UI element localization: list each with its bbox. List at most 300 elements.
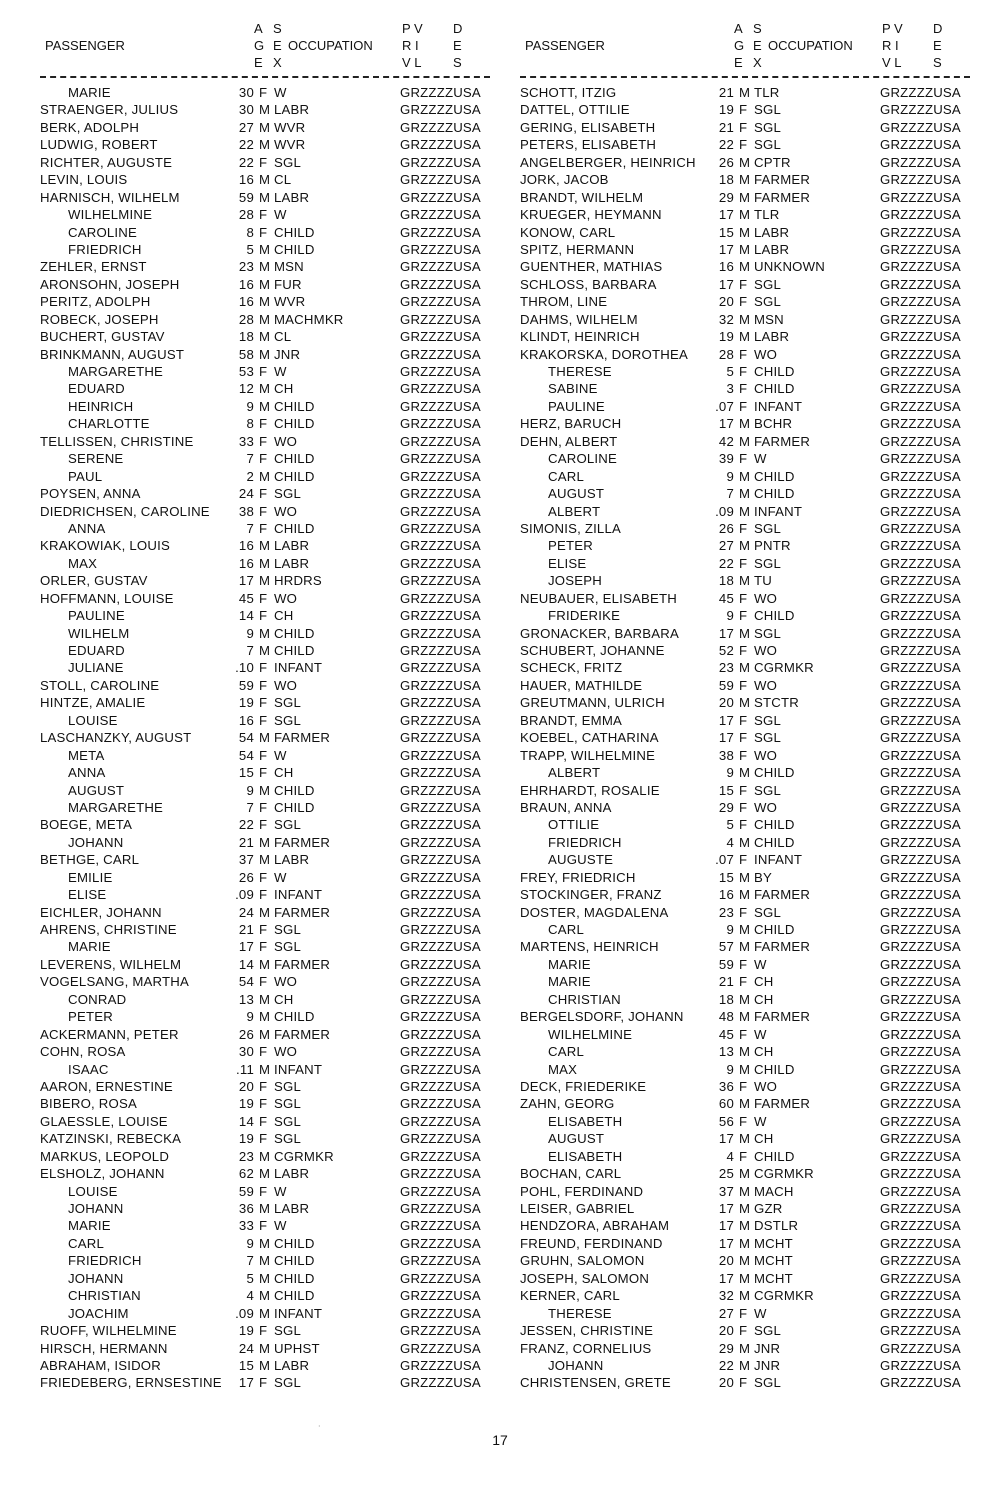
table-row (520, 276, 970, 293)
d-header: D E S (933, 21, 943, 70)
passenger-sex: M (259, 1061, 271, 1077)
table-row (40, 973, 490, 990)
table-row (520, 1078, 970, 1095)
passenger-name: GRUHN, SALOMON (520, 1253, 645, 1269)
table-row (520, 782, 970, 799)
passenger-sex: M (259, 468, 271, 484)
passenger-age: 17 (718, 730, 734, 746)
table-row (520, 973, 970, 990)
passenger-pv-des: GRZZZZUSA (880, 451, 961, 467)
passenger-name: NEUBAUER, ELISABETH (520, 590, 677, 606)
passenger-age: 18 (718, 991, 734, 1007)
passenger-occupation: WVR (274, 294, 306, 310)
passenger-pv-des: GRZZZZUSA (400, 956, 481, 972)
passenger-pv-des: GRZZZZUSA (400, 643, 481, 658)
passenger-sex: M (259, 294, 271, 310)
passenger-sex: F (259, 765, 268, 781)
passenger-name: ORLER, GUSTAV (40, 573, 148, 589)
passenger-pv-des: GRZZZZUSA (880, 276, 961, 292)
passenger-sex: M (259, 573, 271, 589)
passenger-sex: M (739, 1166, 751, 1182)
passenger-age: 21 (718, 85, 734, 100)
passenger-sex: F (739, 346, 748, 362)
passenger-name: AUGUST (68, 782, 125, 798)
passenger-name: ISAAC (68, 1061, 109, 1077)
table-row (520, 729, 970, 746)
passenger-age: 22 (238, 137, 254, 153)
table-row (520, 119, 970, 136)
passenger-occupation: SGL (754, 730, 781, 746)
passenger-age: 36 (238, 1201, 254, 1216)
passenger-sex: M (259, 398, 271, 414)
passenger-list-right (520, 84, 970, 1392)
passenger-pv-des: GRZZZZUSA (400, 555, 481, 571)
passenger-sex: F (739, 643, 748, 658)
header-rule (40, 76, 490, 78)
table-row (40, 485, 490, 502)
passenger-pv-des: GRZZZZUSA (400, 137, 481, 153)
table-row (520, 1165, 970, 1182)
table-row (40, 1305, 490, 1322)
passenger-sex: F (259, 817, 268, 833)
passenger-age: 9 (246, 1235, 254, 1251)
passenger-pv-des: GRZZZZUSA (880, 1375, 961, 1391)
passenger-name: BRAUN, ANNA (520, 799, 612, 815)
passenger-pv-des: GRZZZZUSA (400, 782, 481, 798)
page-number: 17 (492, 1432, 508, 1448)
table-row (40, 189, 490, 206)
passenger-name: AUGUST (548, 486, 605, 502)
passenger-occupation: JNR (754, 1340, 781, 1356)
passenger-pv-des: GRZZZZUSA (880, 1044, 961, 1060)
passenger-sex: F (259, 1323, 268, 1339)
passenger-sex: F (739, 119, 748, 135)
left-header (40, 20, 490, 72)
passenger-age: 3 (726, 381, 734, 397)
passenger-occupation: FARMER (754, 433, 811, 449)
passenger-occupation: SGL (754, 1323, 781, 1339)
passenger-occupation: CHILD (274, 1288, 315, 1304)
passenger-sex: M (739, 416, 751, 432)
passenger-pv-des: GRZZZZUSA (400, 154, 481, 170)
table-row (40, 1217, 490, 1234)
passenger-occupation: CHILD (274, 451, 315, 467)
passenger-name: FRIDERIKE (548, 608, 621, 624)
table-row (40, 84, 490, 101)
passenger-occupation: WO (754, 1078, 778, 1094)
passenger-pv-des: GRZZZZUSA (880, 939, 961, 955)
passenger-name: OTTILIE (548, 817, 600, 833)
passenger-pv-des: GRZZZZUSA (880, 224, 961, 240)
passenger-pv-des: GRZZZZUSA (880, 1096, 961, 1112)
passenger-name: MARKUS, LEOPOLD (40, 1148, 170, 1164)
passenger-occupation: MSN (274, 259, 304, 275)
passenger-age: 18 (718, 172, 734, 188)
table-row (520, 938, 970, 955)
passenger-occupation: SGL (274, 695, 301, 711)
table-row (520, 1043, 970, 1060)
passenger-sex: M (739, 1183, 751, 1199)
passenger-name: EDUARD (68, 381, 125, 397)
passenger-pv-des: GRZZZZUSA (880, 416, 961, 432)
table-row (40, 346, 490, 363)
table-row (520, 241, 970, 258)
d-header: D E S (453, 21, 463, 70)
passenger-name: GREUTMANN, ULRICH (520, 695, 665, 711)
passenger-occupation: CHILD (274, 1235, 315, 1251)
passenger-pv-des: GRZZZZUSA (880, 730, 961, 746)
passenger-occupation: MACHMKR (274, 311, 344, 327)
passenger-name: THERESE (548, 1305, 612, 1321)
passenger-pv-des: GRZZZZUSA (880, 468, 961, 484)
age-header: A G E (254, 21, 265, 70)
passenger-age: 21 (718, 974, 734, 990)
passenger-sex: M (739, 922, 751, 937)
passenger-age: .09 (235, 1305, 254, 1321)
passenger-age: .10 (235, 660, 254, 676)
passenger-name: LASCHANZKY, AUGUST (40, 730, 192, 746)
table-row (40, 380, 490, 397)
passenger-age: 7 (246, 799, 254, 815)
passenger-occupation: CHILD (754, 608, 795, 624)
table-row (520, 433, 970, 450)
passenger-name: HAUER, MATHILDE (520, 677, 643, 693)
passenger-name: SERENE (68, 451, 124, 467)
table-row (40, 694, 490, 711)
table-row (40, 503, 490, 520)
passenger-occupation: CH (274, 608, 294, 624)
passenger-age: 15 (718, 869, 734, 885)
table-row (520, 293, 970, 310)
passenger-pv-des: GRZZZZUSA (880, 85, 961, 100)
passenger-occupation: CGRMKR (754, 1166, 814, 1182)
passenger-age: 7 (246, 1253, 254, 1269)
passenger-age: 45 (238, 590, 254, 606)
passenger-pv-des: GRZZZZUSA (880, 1253, 961, 1269)
passenger-pv-des: GRZZZZUSA (400, 329, 481, 345)
passenger-pv-des: GRZZZZUSA (400, 608, 481, 624)
passenger-name: HARNISCH, WILHELM (40, 189, 180, 205)
passenger-sex: F (739, 608, 748, 624)
passenger-occupation: CHILD (754, 1148, 795, 1164)
passenger-pv-des: GRZZZZUSA (400, 1323, 481, 1339)
passenger-pv-des: GRZZZZUSA (880, 1288, 961, 1304)
table-row (40, 642, 490, 659)
passenger-pv-des: GRZZZZUSA (880, 520, 961, 536)
passenger-occupation: SGL (274, 922, 301, 937)
passenger-age: 7 (726, 486, 734, 502)
passenger-age: 17 (238, 573, 254, 589)
header-rule (520, 76, 970, 78)
passenger-age: 48 (718, 1009, 734, 1025)
passenger-pv-des: GRZZZZUSA (880, 1218, 961, 1234)
passenger-sex: M (259, 1288, 271, 1304)
passenger-sex: F (259, 922, 268, 937)
table-row (40, 1287, 490, 1304)
passenger-occupation: SGL (754, 119, 781, 135)
passenger-age: 16 (718, 887, 734, 903)
passenger-age: 19 (718, 102, 734, 118)
passenger-sex: F (259, 869, 268, 885)
passenger-pv-des: GRZZZZUSA (400, 799, 481, 815)
passenger-sex: M (259, 782, 271, 798)
passenger-name: FRANZ, CORNELIUS (520, 1340, 652, 1356)
passenger-age: 25 (718, 1166, 734, 1182)
passenger-pv-des: GRZZZZUSA (400, 1044, 481, 1060)
passenger-name: AUGUST (548, 1131, 605, 1147)
passenger-pv-des: GRZZZZUSA (880, 1113, 961, 1129)
passenger-name: ACKERMANN, PETER (40, 1026, 179, 1042)
passenger-sex: M (259, 329, 271, 345)
passenger-pv-des: GRZZZZUSA (400, 677, 481, 693)
left-column (40, 20, 490, 1392)
passenger-name: BIBERO, ROSA (40, 1096, 137, 1112)
passenger-pv-des: GRZZZZUSA (400, 276, 481, 292)
table-row (520, 799, 970, 816)
table-row (520, 311, 970, 328)
passenger-name: EDUARD (68, 643, 125, 658)
passenger-age: 37 (238, 852, 254, 868)
passenger-sex: F (259, 1375, 268, 1391)
passenger-age: 17 (718, 416, 734, 432)
passenger-occupation: LABR (274, 555, 310, 571)
passenger-pv-des: GRZZZZUSA (880, 1061, 961, 1077)
passenger-name: WILHELMINE (548, 1026, 633, 1042)
passenger-occupation: CHILD (274, 1253, 315, 1269)
passenger-pv-des: GRZZZZUSA (880, 1078, 961, 1094)
table-row (40, 1340, 490, 1357)
passenger-sex: M (739, 625, 751, 641)
passenger-age: 52 (718, 643, 734, 658)
passenger-occupation: CGRMKR (274, 1148, 334, 1164)
passenger-name: JORK, JACOB (520, 172, 609, 188)
passenger-age: 22 (238, 817, 254, 833)
passenger-occupation: W (274, 747, 287, 763)
passenger-age: 17 (718, 1218, 734, 1234)
passenger-sex: F (739, 1113, 748, 1129)
passenger-sex: F (739, 1375, 748, 1391)
table-row (520, 1305, 970, 1322)
passenger-pv-des: GRZZZZUSA (400, 416, 481, 432)
passenger-occupation: JNR (754, 1357, 781, 1373)
passenger-occupation: WVR (274, 119, 306, 135)
table-row (40, 764, 490, 781)
table-row (40, 119, 490, 136)
passenger-name: AUGUSTE (548, 852, 614, 868)
passenger-age: 2 (246, 468, 254, 484)
passenger-age: 21 (238, 834, 254, 850)
passenger-sex: M (739, 1096, 751, 1112)
passenger-sex: M (259, 1270, 271, 1286)
passenger-pv-des: GRZZZZUSA (400, 1096, 481, 1112)
passenger-occupation: LABR (274, 1357, 310, 1373)
passenger-sex: F (739, 799, 748, 815)
passenger-sex: F (259, 451, 268, 467)
passenger-occupation: WVR (274, 137, 306, 153)
passenger-age: 17 (238, 939, 254, 955)
passenger-occupation: WO (754, 677, 778, 693)
passenger-name: MARGARETHE (68, 364, 164, 379)
age-header: A G E (734, 21, 745, 70)
passenger-sex: M (739, 765, 751, 781)
passenger-occupation: MSN (754, 311, 784, 327)
table-row (520, 1183, 970, 1200)
passenger-pv-des: GRZZZZUSA (400, 85, 481, 100)
passenger-name: MAX (548, 1061, 578, 1077)
passenger-name: SPITZ, HERMANN (520, 241, 635, 257)
passenger-sex: F (259, 1218, 268, 1234)
passenger-occupation: FARMER (274, 1026, 331, 1042)
passenger-occupation: SGL (754, 137, 781, 153)
passenger-name: DEHN, ALBERT (520, 433, 618, 449)
passenger-age: .09 (235, 887, 254, 903)
passenger-name: JOHANN (68, 1270, 124, 1286)
table-row (520, 328, 970, 345)
passenger-sex: M (739, 311, 751, 327)
passenger-header: PASSENGER (525, 38, 605, 53)
passenger-pv-des: GRZZZZUSA (400, 1078, 481, 1094)
table-row (40, 293, 490, 310)
passenger-occupation: CHILD (754, 486, 795, 502)
passenger-occupation: SGL (754, 102, 781, 118)
passenger-pv-des: GRZZZZUSA (880, 1148, 961, 1164)
passenger-sex: M (259, 1340, 271, 1356)
passenger-age: 62 (238, 1166, 254, 1182)
passenger-sex: F (259, 503, 268, 519)
passenger-sex: M (739, 1270, 751, 1286)
passenger-age: 9 (726, 608, 734, 624)
passenger-sex: F (739, 974, 748, 990)
passenger-age: 4 (726, 1148, 734, 1164)
table-row (520, 154, 970, 171)
table-row (520, 468, 970, 485)
passenger-name: FRIEDRICH (548, 834, 622, 850)
passenger-pv-des: GRZZZZUSA (880, 1270, 961, 1286)
table-row (520, 520, 970, 537)
passenger-sex: F (739, 852, 748, 868)
passenger-occupation: W (754, 956, 767, 972)
table-row (520, 1095, 970, 1112)
passenger-name: CHRISTENSEN, GRETE (520, 1375, 671, 1391)
passenger-name: WILHELM (68, 625, 130, 641)
passenger-sex: M (259, 625, 271, 641)
passenger-pv-des: GRZZZZUSA (880, 817, 961, 833)
passenger-age: 17 (718, 625, 734, 641)
passenger-age: 24 (238, 904, 254, 920)
passenger-occupation: W (274, 85, 287, 100)
passenger-sex: F (259, 85, 268, 100)
table-row (520, 363, 970, 380)
passenger-name: ELISABETH (548, 1148, 623, 1164)
passenger-sex: M (739, 939, 751, 955)
passenger-name: KRAKORSKA, DOROTHEA (520, 346, 688, 362)
passenger-age: 39 (718, 451, 734, 467)
passenger-occupation: WO (754, 643, 778, 658)
passenger-occupation: MCHT (754, 1235, 793, 1251)
passenger-age: 17 (718, 712, 734, 728)
passenger-age: 17 (718, 1201, 734, 1216)
passenger-name: GUENTHER, MATHIAS (520, 259, 663, 275)
table-row (520, 659, 970, 676)
passenger-pv-des: GRZZZZUSA (880, 172, 961, 188)
passenger-sex: M (259, 730, 271, 746)
table-row (40, 1061, 490, 1078)
passenger-age: 9 (726, 1061, 734, 1077)
passenger-pv-des: GRZZZZUSA (400, 119, 481, 135)
passenger-name: PERITZ, ADOLPH (40, 294, 151, 310)
passenger-name: SIMONIS, ZILLA (520, 520, 621, 536)
table-row (40, 520, 490, 537)
passenger-pv-des: GRZZZZUSA (880, 207, 961, 223)
passenger-sex: M (739, 224, 751, 240)
table-row (520, 1287, 970, 1304)
passenger-name: MARIE (68, 939, 111, 955)
table-row (520, 625, 970, 642)
passenger-name: EMILIE (68, 869, 113, 885)
table-row (520, 258, 970, 275)
passenger-name: TELLISSEN, CHRISTINE (40, 433, 194, 449)
passenger-name: JOSEPH, SALOMON (520, 1270, 650, 1286)
passenger-occupation: TLR (754, 207, 780, 223)
passenger-pv-des: GRZZZZUSA (880, 922, 961, 937)
passenger-occupation: CHILD (754, 1061, 795, 1077)
passenger-occupation: CHILD (274, 520, 315, 536)
passenger-age: 26 (238, 869, 254, 885)
passenger-age: 19 (238, 1323, 254, 1339)
passenger-name: STRAENGER, JULIUS (40, 102, 179, 118)
passenger-sex: F (259, 1113, 268, 1129)
passenger-pv-des: GRZZZZUSA (880, 538, 961, 554)
table-row (40, 991, 490, 1008)
table-row (520, 1252, 970, 1269)
sex-header: S E X (273, 21, 282, 70)
passenger-age: 17 (718, 1270, 734, 1286)
passenger-name: CARL (548, 468, 584, 484)
passenger-sex: M (259, 381, 271, 397)
passenger-pv-des: GRZZZZUSA (400, 1375, 481, 1391)
passenger-pv-des: GRZZZZUSA (880, 590, 961, 606)
passenger-occupation: SGL (274, 939, 301, 955)
passenger-occupation: WO (754, 799, 778, 815)
passenger-occupation: WO (754, 747, 778, 763)
table-row (520, 816, 970, 833)
passenger-age: 42 (718, 433, 734, 449)
passenger-pv-des: GRZZZZUSA (400, 294, 481, 310)
passenger-pv-des: GRZZZZUSA (400, 904, 481, 920)
passenger-sex: F (259, 1131, 268, 1147)
passenger-sex: F (739, 520, 748, 536)
passenger-list-left (40, 84, 490, 1392)
table-row (520, 904, 970, 921)
passenger-name: LEVIN, LOUIS (40, 172, 128, 188)
passenger-sex: F (259, 660, 268, 676)
passenger-occupation: FARMER (754, 189, 811, 205)
table-row (40, 921, 490, 938)
table-row (520, 450, 970, 467)
passenger-name: HENDZORA, ABRAHAM (520, 1218, 670, 1234)
passenger-age: 14 (238, 956, 254, 972)
table-row (40, 258, 490, 275)
passenger-name: LEISER, GABRIEL (520, 1201, 635, 1216)
passenger-occupation: JNR (274, 346, 301, 362)
passenger-age: 22 (718, 1357, 734, 1373)
passenger-occupation: W (274, 1218, 287, 1234)
passenger-sex: F (739, 1305, 748, 1321)
passenger-age: 21 (238, 922, 254, 937)
passenger-sex: F (739, 677, 748, 693)
passenger-sex: M (739, 241, 751, 257)
passenger-pv-des: GRZZZZUSA (880, 1201, 961, 1216)
